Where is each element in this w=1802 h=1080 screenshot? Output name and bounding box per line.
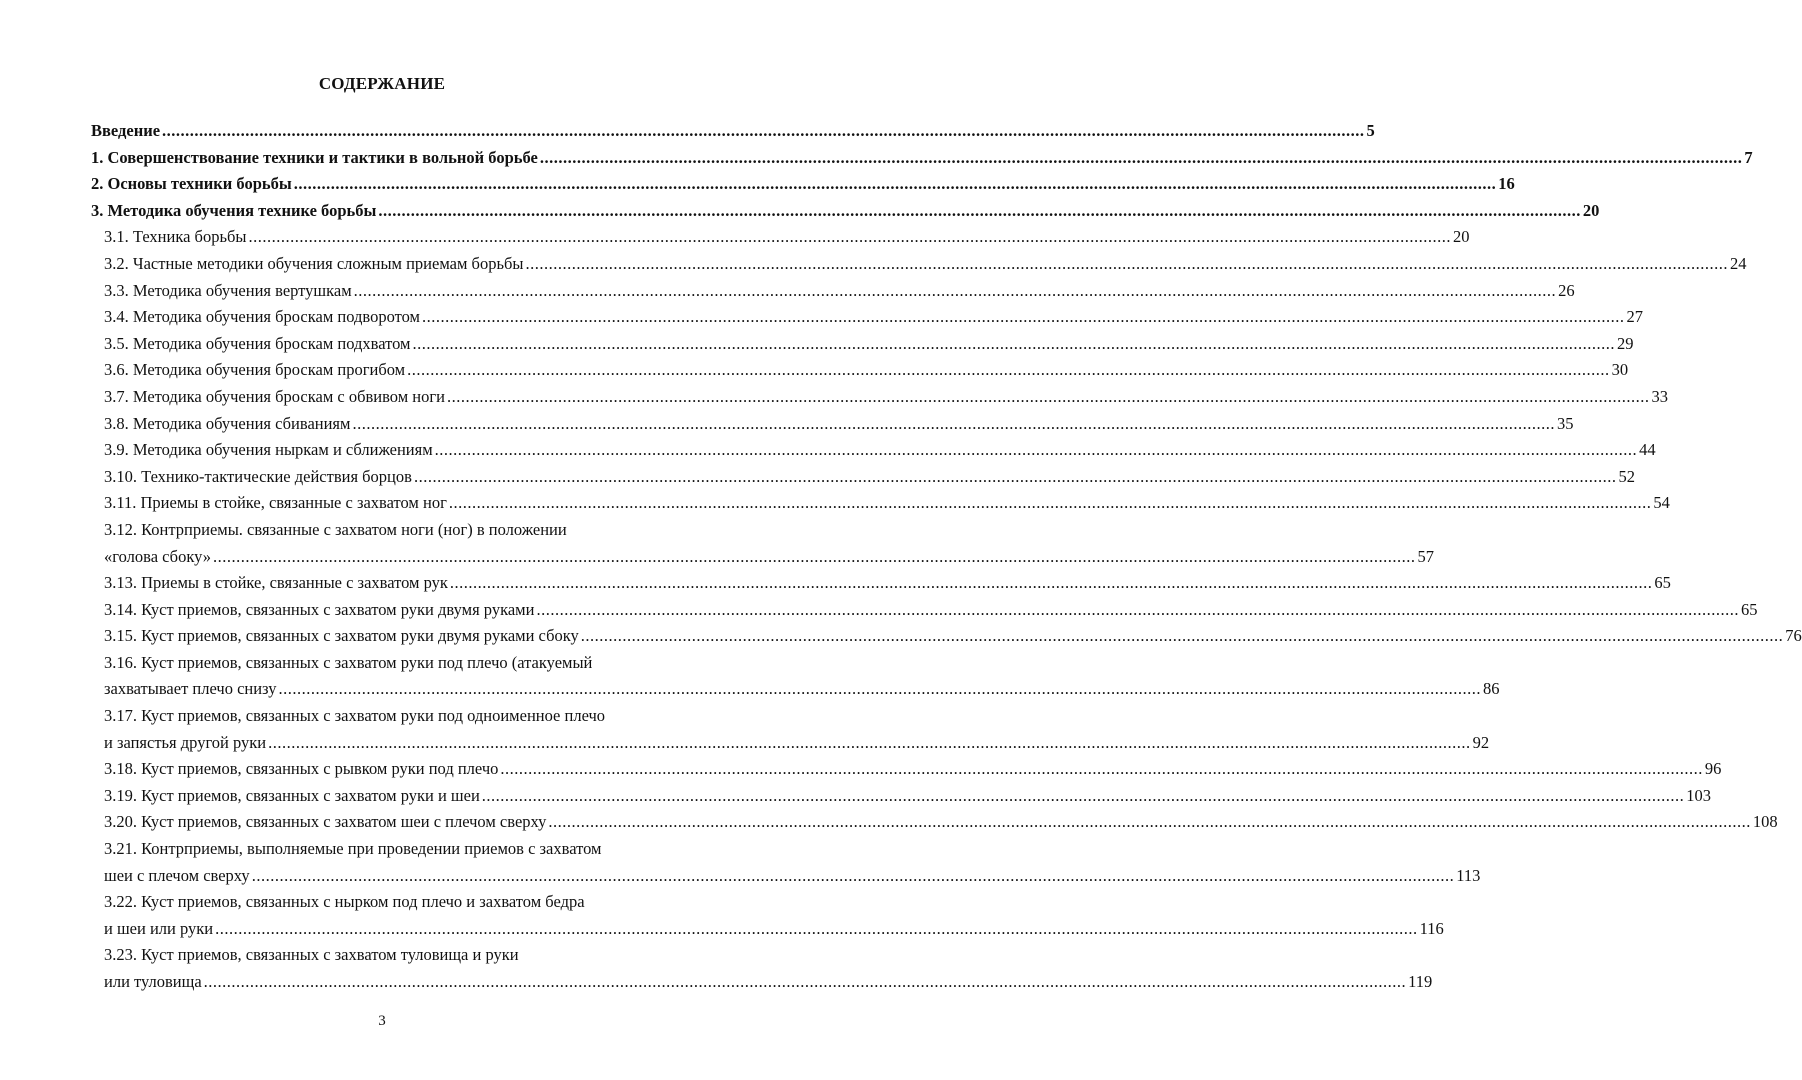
toc-entry-page: 26 [1558,280,1575,300]
toc-entry-continuation [91,544,1435,571]
toc-entry-page: 103 [1686,785,1712,805]
toc-entry-page: 116 [1419,918,1444,938]
toc-entry-title: Введение [91,121,161,140]
toc-entry-title: 3. Методика обучения технике борьбы [91,200,377,220]
toc-entry [91,517,675,544]
toc-entry-page: 52 [1618,466,1635,486]
toc-entry-title: 3.2. Частные методики обучения сложным приемам борьбы [104,253,524,273]
dot-leader [422,304,1625,331]
dot-leader [548,809,1751,836]
toc-entry-title: 3.17. Куст приемов, связанных с захватом руки под одноименное плечо [104,706,606,726]
dot-leader [500,756,1703,783]
toc-entry-page: 57 [1417,546,1435,566]
toc-entry [91,437,1656,464]
dot-leader [414,464,1617,491]
toc-entry [91,304,1643,331]
toc-entry [91,464,1635,491]
toc-entry-title: 3.19. Куст приемов, связанных с захватом руки и шеи [104,785,480,805]
toc-entry [91,118,1375,145]
page-title: СОДЕРЖАНИЕ [318,74,446,93]
toc-entry [91,278,1575,305]
dot-leader [449,490,1652,517]
dot-leader [378,198,1581,225]
dot-leader [413,331,1616,358]
toc-entry-title: 3.8. Методика обучения сбиваниям [104,413,351,433]
toc-entry-page: 44 [1639,440,1656,460]
toc-entry-title: 3.6. Методика обучения броскам прогибом [104,360,406,380]
toc-entry [91,623,1802,650]
dot-leader [278,676,1481,703]
toc-entry-page: 29 [1617,333,1634,353]
dot-leader [540,145,1743,172]
toc-entry-title: 3.15. Куст приемов, связанных с захватом руки двумя руками сбоку [104,626,579,646]
dot-leader [581,623,1784,650]
toc-entry-title-continuation: и запястья другой руки [104,732,267,752]
toc-entry-title-continuation: «голова сбоку» [104,546,212,566]
toc-entry-title-continuation: захватывает плечо снизу [104,679,277,699]
toc-entry-title: 3.10. Технико-тактические действия борцов [104,466,412,486]
toc-entry-page: 5 [1366,121,1375,140]
dot-leader [252,863,1455,890]
toc-entry-continuation [91,969,1433,996]
toc-entry-page: 65 [1740,599,1758,619]
toc-entry-title-continuation: шеи с плечом сверху [104,865,250,885]
toc-entry-title: 3.1. Техника борьбы [104,227,247,247]
toc-entry-title: 3.9. Методика обучения ныркам и сближениям [104,440,433,460]
toc-entry-page: 33 [1651,386,1668,406]
toc-entry-title: 3.4. Методика обучения броскам подворотом [104,307,420,327]
toc-entry-title: 3.21. Контрприемы, выполняемые при проведении приемов с захватом [104,839,602,859]
toc-entry-title: 3.23. Куст приемов, связанных с захватом туловища и руки [104,945,519,965]
toc-entry-page: 96 [1704,759,1722,779]
toc-entry [91,650,675,677]
toc-entry [91,145,1753,172]
toc-entry-continuation [91,916,1444,943]
dot-leader [204,969,1407,996]
toc-entry-title: 3.5. Методика обучения броскам подхватом [104,333,411,353]
toc-entry-title: 3.22. Куст приемов, связанных с нырком под плечо и захватом бедра [104,892,585,912]
toc-entry-title-continuation: и шеи или руки [104,918,214,938]
toc-entry-page: 20 [1582,200,1600,220]
toc-entry [91,889,675,916]
toc-entry-page: 76 [1785,626,1802,646]
toc-entry-continuation [91,863,1481,890]
toc-entry [91,171,1515,198]
page-number: 3 [378,1013,386,1029]
toc-entry [91,703,675,730]
toc-entry [91,384,1668,411]
toc-entry-title: 3.3. Методика обучения вертушкам [104,280,352,300]
dot-leader [447,384,1650,411]
toc-entry [91,809,1778,836]
toc-entry-page: 65 [1654,573,1671,593]
dot-leader [450,570,1653,597]
toc-entry-title: 3.11. Приемы в стойке, связанные с захватом ног [104,493,447,513]
toc-entry [91,783,1712,810]
toc-entry [91,251,1747,278]
dot-leader [525,251,1728,278]
toc-entry [91,331,1634,358]
toc-entry [91,490,1670,517]
toc-entry-page: 113 [1456,865,1481,885]
toc-entry-page: 16 [1498,174,1515,194]
dot-leader [536,597,1739,624]
toc-entry-title: 3.14. Куст приемов, связанных с захватом руки двумя руками [104,599,535,619]
toc-entry [91,942,675,969]
toc-entry-page: 27 [1626,307,1643,327]
toc-entry-title: 3.16. Куст приемов, связанных с захватом руки под плечо (атакуемый [104,652,593,672]
dot-leader [482,783,1685,810]
toc-entry [91,597,1758,624]
dot-leader [294,171,1497,198]
toc-entry-title: 2. Основы техники борьбы [91,174,292,194]
toc-entry [91,357,1629,384]
toc-entry-page: 108 [1752,812,1778,832]
dot-leader [435,437,1638,464]
toc-entry [91,836,675,863]
toc-entry-title: 3.18. Куст приемов, связанных с рывком руки под плечо [104,759,499,779]
table-of-contents [91,118,1802,996]
toc-entry-page: 24 [1729,253,1747,273]
dot-leader [215,916,1418,943]
toc-entry-page: 7 [1744,147,1753,167]
dot-leader [162,118,1365,145]
toc-entry-title: 3.12. Контрприемы. связанные с захватом ноги (ног) в положении [104,519,567,539]
dot-leader [248,224,1451,251]
toc-entry-title: 3.7. Методика обучения броскам с обвивом ноги [104,386,445,406]
toc-entry-title-continuation: или туловища [104,972,202,991]
toc-entry [91,224,1470,251]
toc-entry-title: 1. Совершенствование техники и тактики в вольной борьбе [91,147,538,167]
toc-entry-title: 3.20. Куст приемов, связанных с захватом шеи с плечом сверху [104,812,547,832]
dot-leader [213,544,1416,571]
toc-entry-page: 119 [1408,972,1433,991]
dot-leader [352,411,1555,438]
dot-leader [407,357,1610,384]
dot-leader [268,730,1471,757]
toc-entry [91,756,1722,783]
toc-entry-continuation [91,676,1500,703]
dot-leader [354,278,1557,305]
toc-entry-page: 35 [1556,413,1574,433]
toc-entry [91,411,1574,438]
toc-entry-page: 20 [1452,227,1470,247]
toc-entry-page: 54 [1653,493,1670,513]
toc-entry [91,198,1600,225]
toc-entry-page: 92 [1472,732,1490,752]
toc-entry-title: 3.13. Приемы в стойке, связанные с захватом рук [104,573,448,593]
toc-entry-page: 86 [1482,679,1500,699]
toc-entry-page: 30 [1611,360,1629,380]
toc-entry [91,570,1671,597]
toc-entry-continuation [91,730,1490,757]
